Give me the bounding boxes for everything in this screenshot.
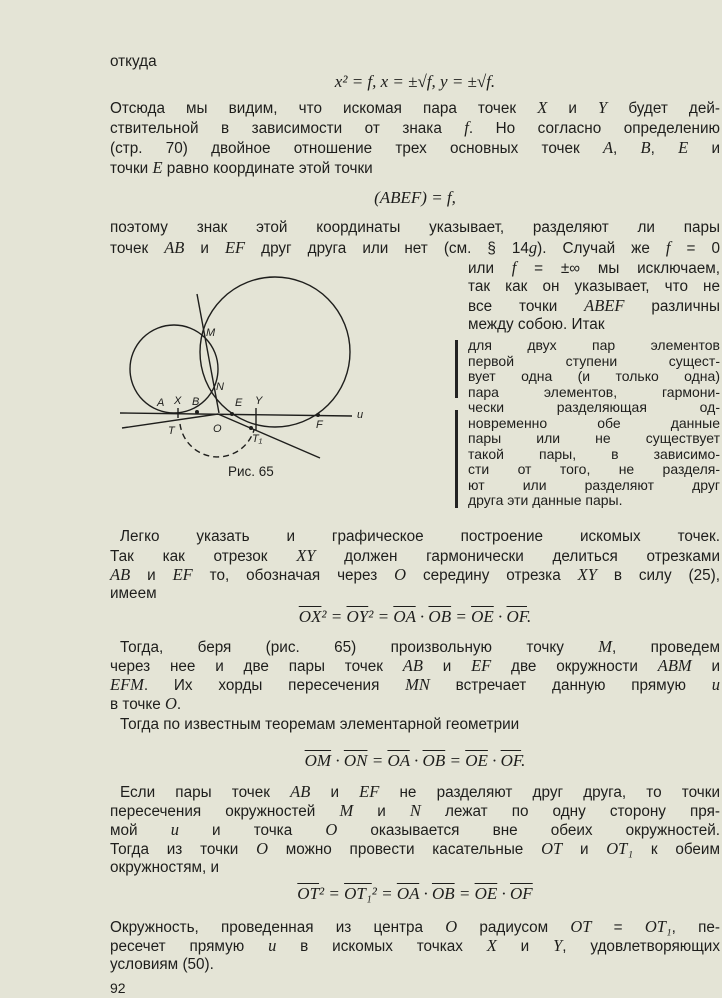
formula-term: ·: [409, 751, 423, 770]
formula: [110, 607, 720, 627]
point-label-n: N: [216, 381, 224, 393]
text-line: для двух пар элементов: [468, 337, 720, 353]
formula-term: ·: [487, 751, 501, 770]
formula-term: $\overline{OX}$: [298, 607, 322, 626]
text-line: ствительной в зависимости от знака f. Но согласно определению: [110, 118, 720, 137]
text-line: Легко указать и графическое построение искомых точек.: [120, 528, 720, 545]
text-line: Тогда из точки O можно провести касательные OT и OT₁ к обеим: [110, 839, 720, 858]
formula-term: .: [521, 751, 526, 770]
text-line: или f = ±∞ мы исключаем,: [468, 258, 721, 277]
point-label-a: A: [157, 397, 165, 409]
formula-term: =: [451, 607, 472, 626]
point-label-x: X: [174, 395, 182, 407]
text-line: новременно обе данные: [468, 414, 720, 431]
text-line: Тогда по известным теоремам элементарной геометрии: [120, 716, 520, 733]
formula-term: ·: [497, 884, 511, 903]
formula-term: $\overline{OA}$: [396, 884, 420, 903]
text-line: друга эти данные пары.: [468, 492, 623, 508]
formula-term: ·: [415, 607, 429, 626]
formula-term: ² =: [319, 884, 345, 903]
point-label-m: M: [206, 327, 216, 339]
formula-term: =: [445, 751, 466, 770]
formula-term: $\overline{OB}$: [431, 884, 455, 903]
formula-term: ² =: [368, 607, 394, 626]
point-label-y: Y: [255, 395, 263, 407]
text-line: окружностям, и: [110, 859, 220, 876]
formula-term: $\overline{OT}$: [297, 884, 320, 903]
point-label-f: F: [316, 419, 323, 431]
text-line: мой u и точка O оказывается вне обеих окружностей.: [110, 820, 720, 839]
theorem-margin-bar: [455, 410, 458, 508]
text-line: вует одна (и только одна): [468, 368, 720, 384]
formula: [110, 751, 720, 771]
formula-term: $\overline{OE}$: [471, 607, 494, 626]
formula-term: $\overline{OB}$: [422, 751, 446, 770]
text-line: Отсюда мы видим, что искомая пара точек X и Y будет дей-: [110, 98, 720, 117]
text-line: пары или не существует: [468, 430, 720, 446]
text-line: (стр. 70) двойное отношение трех основных точек A, B, E и: [110, 138, 721, 157]
formula-term: $\overline{OA}$: [387, 751, 410, 770]
text-line: через нее и две пары точек AB и EF две окружности ABM и: [110, 656, 720, 675]
point-b-dot: [195, 410, 199, 414]
text-line: Тогда, беря (рис. 65) произвольную точку M, проведем: [120, 637, 720, 656]
formula-term: x² = f, x = ±√f, y = ±√f.: [334, 72, 496, 91]
text-line: так как он указывает, что не: [468, 278, 720, 295]
point-e-dot: [230, 412, 234, 416]
formula-term: $\overline{OE}$: [465, 751, 488, 770]
point-label-u: u: [357, 409, 364, 421]
point-label-b: B: [192, 396, 200, 408]
text-line: точки E равно координате этой точки: [110, 158, 373, 177]
formula-term: $\overline{OM}$: [304, 751, 332, 770]
formula-term: $\overline{OF}$: [506, 607, 527, 626]
text-line: Так как отрезок XY должен гармонически делиться отрезками: [110, 546, 720, 565]
point-label-e: E: [235, 397, 243, 409]
text-line: такой пары, в зависимо-: [468, 445, 720, 462]
text-line: Если пары точек AB и EF не разделяют друг друга, то точки: [120, 782, 720, 801]
text-line: ют или разделяют друг: [468, 476, 720, 493]
text-line: условиям (50).: [110, 956, 214, 973]
point-label-t: T: [168, 425, 175, 437]
formula-term: $\overline{OY}$: [346, 607, 369, 626]
formula-term: =: [367, 751, 388, 770]
text-line: первой ступени сущест-: [468, 352, 720, 369]
point-label-o: O: [213, 423, 222, 435]
page-number: 92: [110, 980, 126, 996]
text-line: имеем: [110, 585, 157, 602]
formula-term: $\overline{OA}$: [393, 607, 416, 626]
figure-caption: Рис. 65: [228, 464, 274, 479]
circle-efm: [200, 277, 350, 427]
text-line: чески разделяющая од-: [468, 399, 720, 415]
formula: [110, 884, 720, 904]
text-line: ресечет прямую u в искомых точках X и Y, удовлетворяющих: [110, 936, 720, 955]
formula-term: ·: [493, 607, 507, 626]
formula-term: $\overline{ON}$: [343, 751, 368, 770]
formula-term: $\overline{OF}$: [500, 751, 522, 770]
formula-term: ² =: [371, 884, 397, 903]
theorem-margin-bar: [455, 340, 458, 398]
text-line: сти от того, не разделя-: [468, 461, 720, 477]
text-line: пересечения окружностей M и N лежат по одну сторону пря-: [110, 801, 720, 820]
text-line: Окружность, проведенная из центра O радиусом OT = OT₁, пе-: [110, 917, 720, 936]
formula-term: ·: [331, 751, 344, 770]
text-line: EFM. Их хорды пересечения MN встречает данную прямую u: [110, 675, 720, 694]
formula-term: $\overline{OE}$: [474, 884, 498, 903]
text-line: поэтому знак этой координаты указывает, разделяют ли пары: [110, 219, 720, 236]
text-line: AB и EF то, обозначая через O середину отрезка XY в силу (25),: [110, 565, 720, 584]
point-label-t1: T₁: [252, 433, 263, 445]
formula-term: OT₁: [344, 884, 372, 903]
text-line: в точке O.: [110, 694, 182, 713]
formula-term: $\overline{OB}$: [428, 607, 452, 626]
text-line: пара элементов, гармони-: [468, 383, 720, 400]
formula-term: ·: [419, 884, 432, 903]
formula-term: ² =: [321, 607, 347, 626]
text-line: между собою. Итак: [468, 316, 605, 333]
formula-term: $\overline{OF}$: [510, 884, 533, 903]
formula-term: (ABEF) = f,: [374, 188, 456, 207]
point-f-dot: [316, 413, 320, 417]
formula-term: .: [526, 607, 532, 626]
text-line: все точки ABEF различны: [468, 296, 720, 315]
text-line: откуда: [110, 53, 157, 70]
formula-term: =: [454, 884, 475, 903]
point-t1-dot: [249, 426, 253, 430]
text-line: точек AB и EF друг друга или нет (см. § 14g). Случай же f = 0: [110, 238, 720, 257]
